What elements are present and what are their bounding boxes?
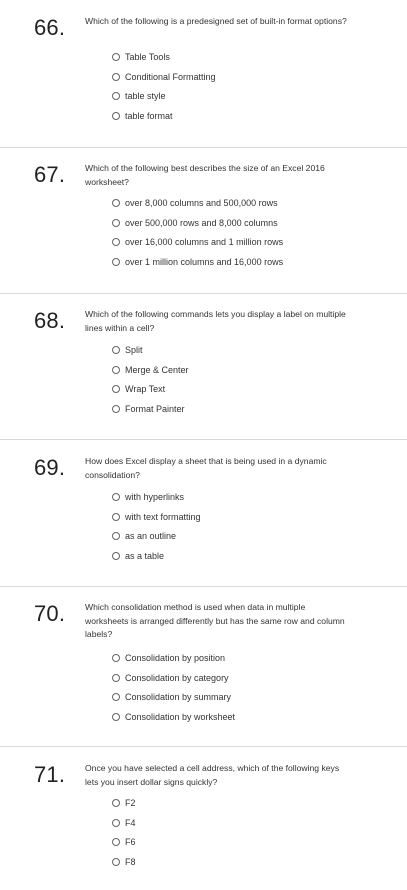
radio-button-icon[interactable] <box>112 366 120 374</box>
radio-button-icon[interactable] <box>112 654 120 662</box>
answer-options <box>112 798 136 876</box>
question-text: Once you have selected a cell address, which of the following keys lets you insert dollar signs quickly? <box>85 763 340 787</box>
answer-option[interactable] <box>112 404 189 414</box>
radio-button-icon[interactable] <box>112 674 120 682</box>
radio-button-icon[interactable] <box>112 258 120 266</box>
answer-option[interactable] <box>112 551 201 561</box>
answer-option[interactable] <box>112 692 235 702</box>
answer-option[interactable] <box>112 384 189 394</box>
radio-button-icon[interactable] <box>112 493 120 501</box>
radio-button-icon[interactable] <box>112 513 120 521</box>
option-label: with hyperlinks <box>125 492 185 502</box>
answer-option[interactable] <box>112 345 189 355</box>
answer-option[interactable] <box>112 818 136 828</box>
answer-options <box>112 653 235 731</box>
divider <box>0 439 407 440</box>
radio-button-icon[interactable] <box>112 552 120 560</box>
divider <box>0 293 407 294</box>
option-label: over 1 million columns and 16,000 rows <box>125 256 284 267</box>
option-label: F8 <box>125 856 136 867</box>
radio-button-icon[interactable] <box>112 799 120 807</box>
answer-option[interactable] <box>112 111 216 121</box>
option-label: Consolidation by category <box>125 672 229 683</box>
radio-button-icon[interactable] <box>112 92 120 100</box>
radio-button-icon[interactable] <box>112 405 120 413</box>
answer-option[interactable] <box>112 257 283 267</box>
question-number: 69. <box>34 455 66 480</box>
answer-options <box>112 52 216 130</box>
question-text: Which consolidation method is used when data in multiple worksheets is arranged differently but has the same row and column labels? <box>85 602 345 640</box>
answer-option[interactable] <box>112 798 136 808</box>
answer-option[interactable] <box>112 857 136 867</box>
radio-button-icon[interactable] <box>112 819 120 827</box>
radio-button-icon[interactable] <box>112 713 120 721</box>
option-label: F2 <box>125 798 136 808</box>
question-text: Which of the following commands lets you display a label on multiple lines within a cell? <box>85 309 346 333</box>
option-label: Table Tools <box>125 52 170 62</box>
option-label: with text formatting <box>125 511 201 522</box>
option-label: Merge & Center <box>125 364 189 375</box>
radio-button-icon[interactable] <box>112 238 120 246</box>
option-label: Consolidation by position <box>125 653 226 663</box>
answer-option[interactable] <box>112 653 235 663</box>
question-number: 71. <box>34 762 66 787</box>
option-label: over 500,000 rows and 8,000 columns <box>125 217 278 228</box>
radio-button-icon[interactable] <box>112 693 120 701</box>
option-label: Wrap Text <box>125 384 166 395</box>
option-label: as a table <box>125 550 165 561</box>
divider <box>0 586 407 587</box>
option-label: Consolidation by summary <box>125 692 232 703</box>
radio-button-icon[interactable] <box>112 53 120 61</box>
question-number: 68. <box>34 308 66 333</box>
answer-option[interactable] <box>112 837 136 847</box>
answer-options <box>112 345 189 423</box>
answer-option[interactable] <box>112 91 216 101</box>
option-label: as an outline <box>125 531 177 542</box>
radio-button-icon[interactable] <box>112 838 120 846</box>
option-label: Format Painter <box>125 403 185 414</box>
radio-button-icon[interactable] <box>112 346 120 354</box>
question-number: 67. <box>34 162 66 187</box>
option-label: Split <box>125 345 143 355</box>
answer-options <box>112 198 283 276</box>
option-label: table style <box>125 91 166 102</box>
answer-option[interactable] <box>112 512 201 522</box>
option-label: F4 <box>125 817 136 828</box>
option-label: F6 <box>125 837 136 848</box>
option-label: over 8,000 columns and 500,000 rows <box>125 198 278 208</box>
question-number: 70. <box>34 601 66 626</box>
question-text: How does Excel display a sheet that is being used in a dynamic consolidation? <box>85 456 327 480</box>
answer-option[interactable] <box>112 237 283 247</box>
answer-option[interactable] <box>112 531 201 541</box>
radio-button-icon[interactable] <box>112 112 120 120</box>
question-text: Which of the following is a predesigned set of built-in format options? <box>85 16 347 26</box>
question-text: Which of the following best describes the size of an Excel 2016 worksheet? <box>85 163 325 187</box>
radio-button-icon[interactable] <box>112 532 120 540</box>
option-label: Conditional Formatting <box>125 71 216 82</box>
radio-button-icon[interactable] <box>112 858 120 866</box>
radio-button-icon[interactable] <box>112 199 120 207</box>
option-label: over 16,000 columns and 1 million rows <box>125 237 284 248</box>
answer-option[interactable] <box>112 492 201 502</box>
answer-options <box>112 492 201 570</box>
radio-button-icon[interactable] <box>112 219 120 227</box>
answer-option[interactable] <box>112 52 216 62</box>
radio-button-icon[interactable] <box>112 73 120 81</box>
answer-option[interactable] <box>112 673 235 683</box>
answer-option[interactable] <box>112 712 235 722</box>
divider <box>0 147 407 148</box>
radio-button-icon[interactable] <box>112 385 120 393</box>
answer-option[interactable] <box>112 365 189 375</box>
option-label: table format <box>125 110 173 121</box>
answer-option[interactable] <box>112 198 283 208</box>
divider <box>0 746 407 747</box>
answer-option[interactable] <box>112 72 216 82</box>
question-number: 66. <box>34 15 66 40</box>
answer-option[interactable] <box>112 218 283 228</box>
option-label: Consolidation by worksheet <box>125 711 236 722</box>
